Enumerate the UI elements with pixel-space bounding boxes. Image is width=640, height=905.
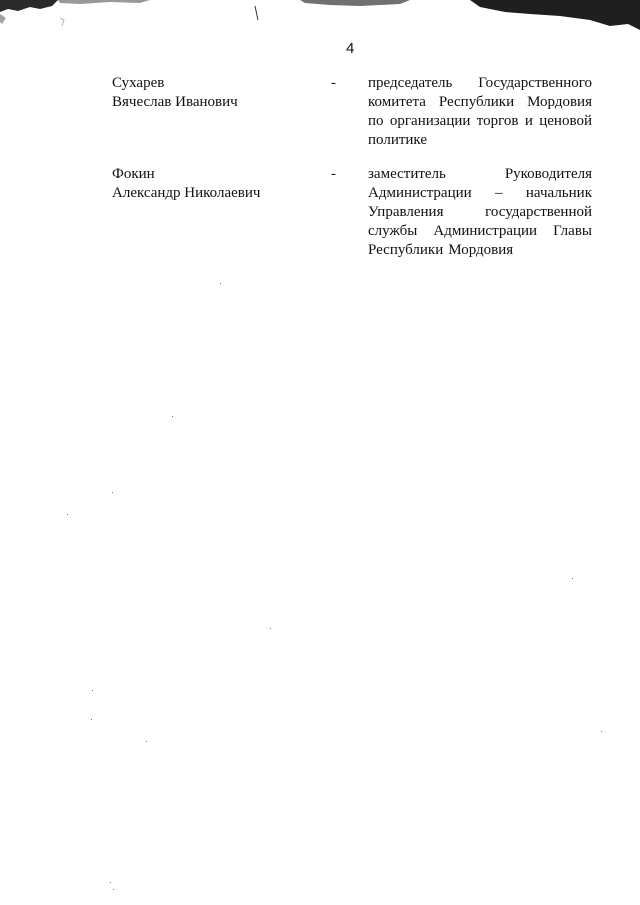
- position-word: Администрации: [368, 185, 472, 201]
- position-line: [368, 203, 592, 222]
- position-line: [368, 131, 592, 150]
- scan-speck: [112, 492, 113, 493]
- position-word: Государственного: [478, 75, 592, 91]
- position-word: Мордовия: [527, 94, 592, 110]
- position-word: Республики: [368, 242, 444, 258]
- position-line: [368, 184, 592, 203]
- position-word: комитета: [368, 94, 426, 110]
- position-word: Мордовия: [448, 242, 514, 258]
- position-word: организации: [389, 113, 471, 129]
- scan-speck: [172, 416, 173, 417]
- position-word: торгов: [476, 113, 519, 129]
- position-word: ценовой: [539, 113, 592, 129]
- position-word: председатель: [368, 75, 453, 91]
- page-number: 4: [346, 40, 355, 57]
- member-surname: Фокин: [112, 166, 155, 182]
- member-name: [112, 165, 312, 203]
- position-word: начальник: [525, 185, 592, 201]
- scan-speck: [67, 514, 68, 515]
- scan-speck: [572, 578, 573, 579]
- separator-dash: -: [331, 75, 336, 91]
- scan-speck: [146, 741, 147, 742]
- position-word: Руководителя: [504, 166, 592, 182]
- position-word: и: [524, 113, 533, 129]
- scan-speck: [92, 690, 93, 691]
- scan-speck: [270, 628, 271, 629]
- member-given-name: Вячеслав Иванович: [112, 94, 238, 110]
- member-given-name: Александр Николаевич: [112, 185, 261, 201]
- position-word: государственной: [485, 204, 592, 220]
- separator-dash: -: [331, 166, 336, 182]
- position-word: Управления: [368, 204, 444, 220]
- position-line: [368, 112, 592, 131]
- position-word: Главы: [553, 223, 592, 239]
- position-line: [368, 165, 592, 184]
- member-position: [368, 74, 592, 150]
- position-line: [368, 74, 592, 93]
- scan-speck: [110, 882, 111, 883]
- position-word: по: [368, 113, 384, 129]
- position-line: [368, 222, 592, 241]
- scan-speck: [601, 731, 602, 732]
- scan-edge-artifact: [0, 0, 640, 40]
- position-word: Республики: [438, 94, 515, 110]
- position-line: [368, 93, 592, 112]
- member-position: [368, 165, 592, 260]
- scan-speck: [220, 283, 221, 284]
- position-word: Администрации: [433, 223, 538, 239]
- position-word: заместитель: [368, 166, 446, 182]
- position-word: политике: [368, 132, 427, 148]
- position-line: [368, 241, 592, 260]
- member-name: [112, 74, 312, 112]
- scan-speck: [91, 719, 92, 720]
- scan-speck: [113, 889, 114, 890]
- member-surname: Сухарев: [112, 75, 165, 91]
- position-word: службы: [368, 223, 418, 239]
- position-word: –: [495, 185, 503, 201]
